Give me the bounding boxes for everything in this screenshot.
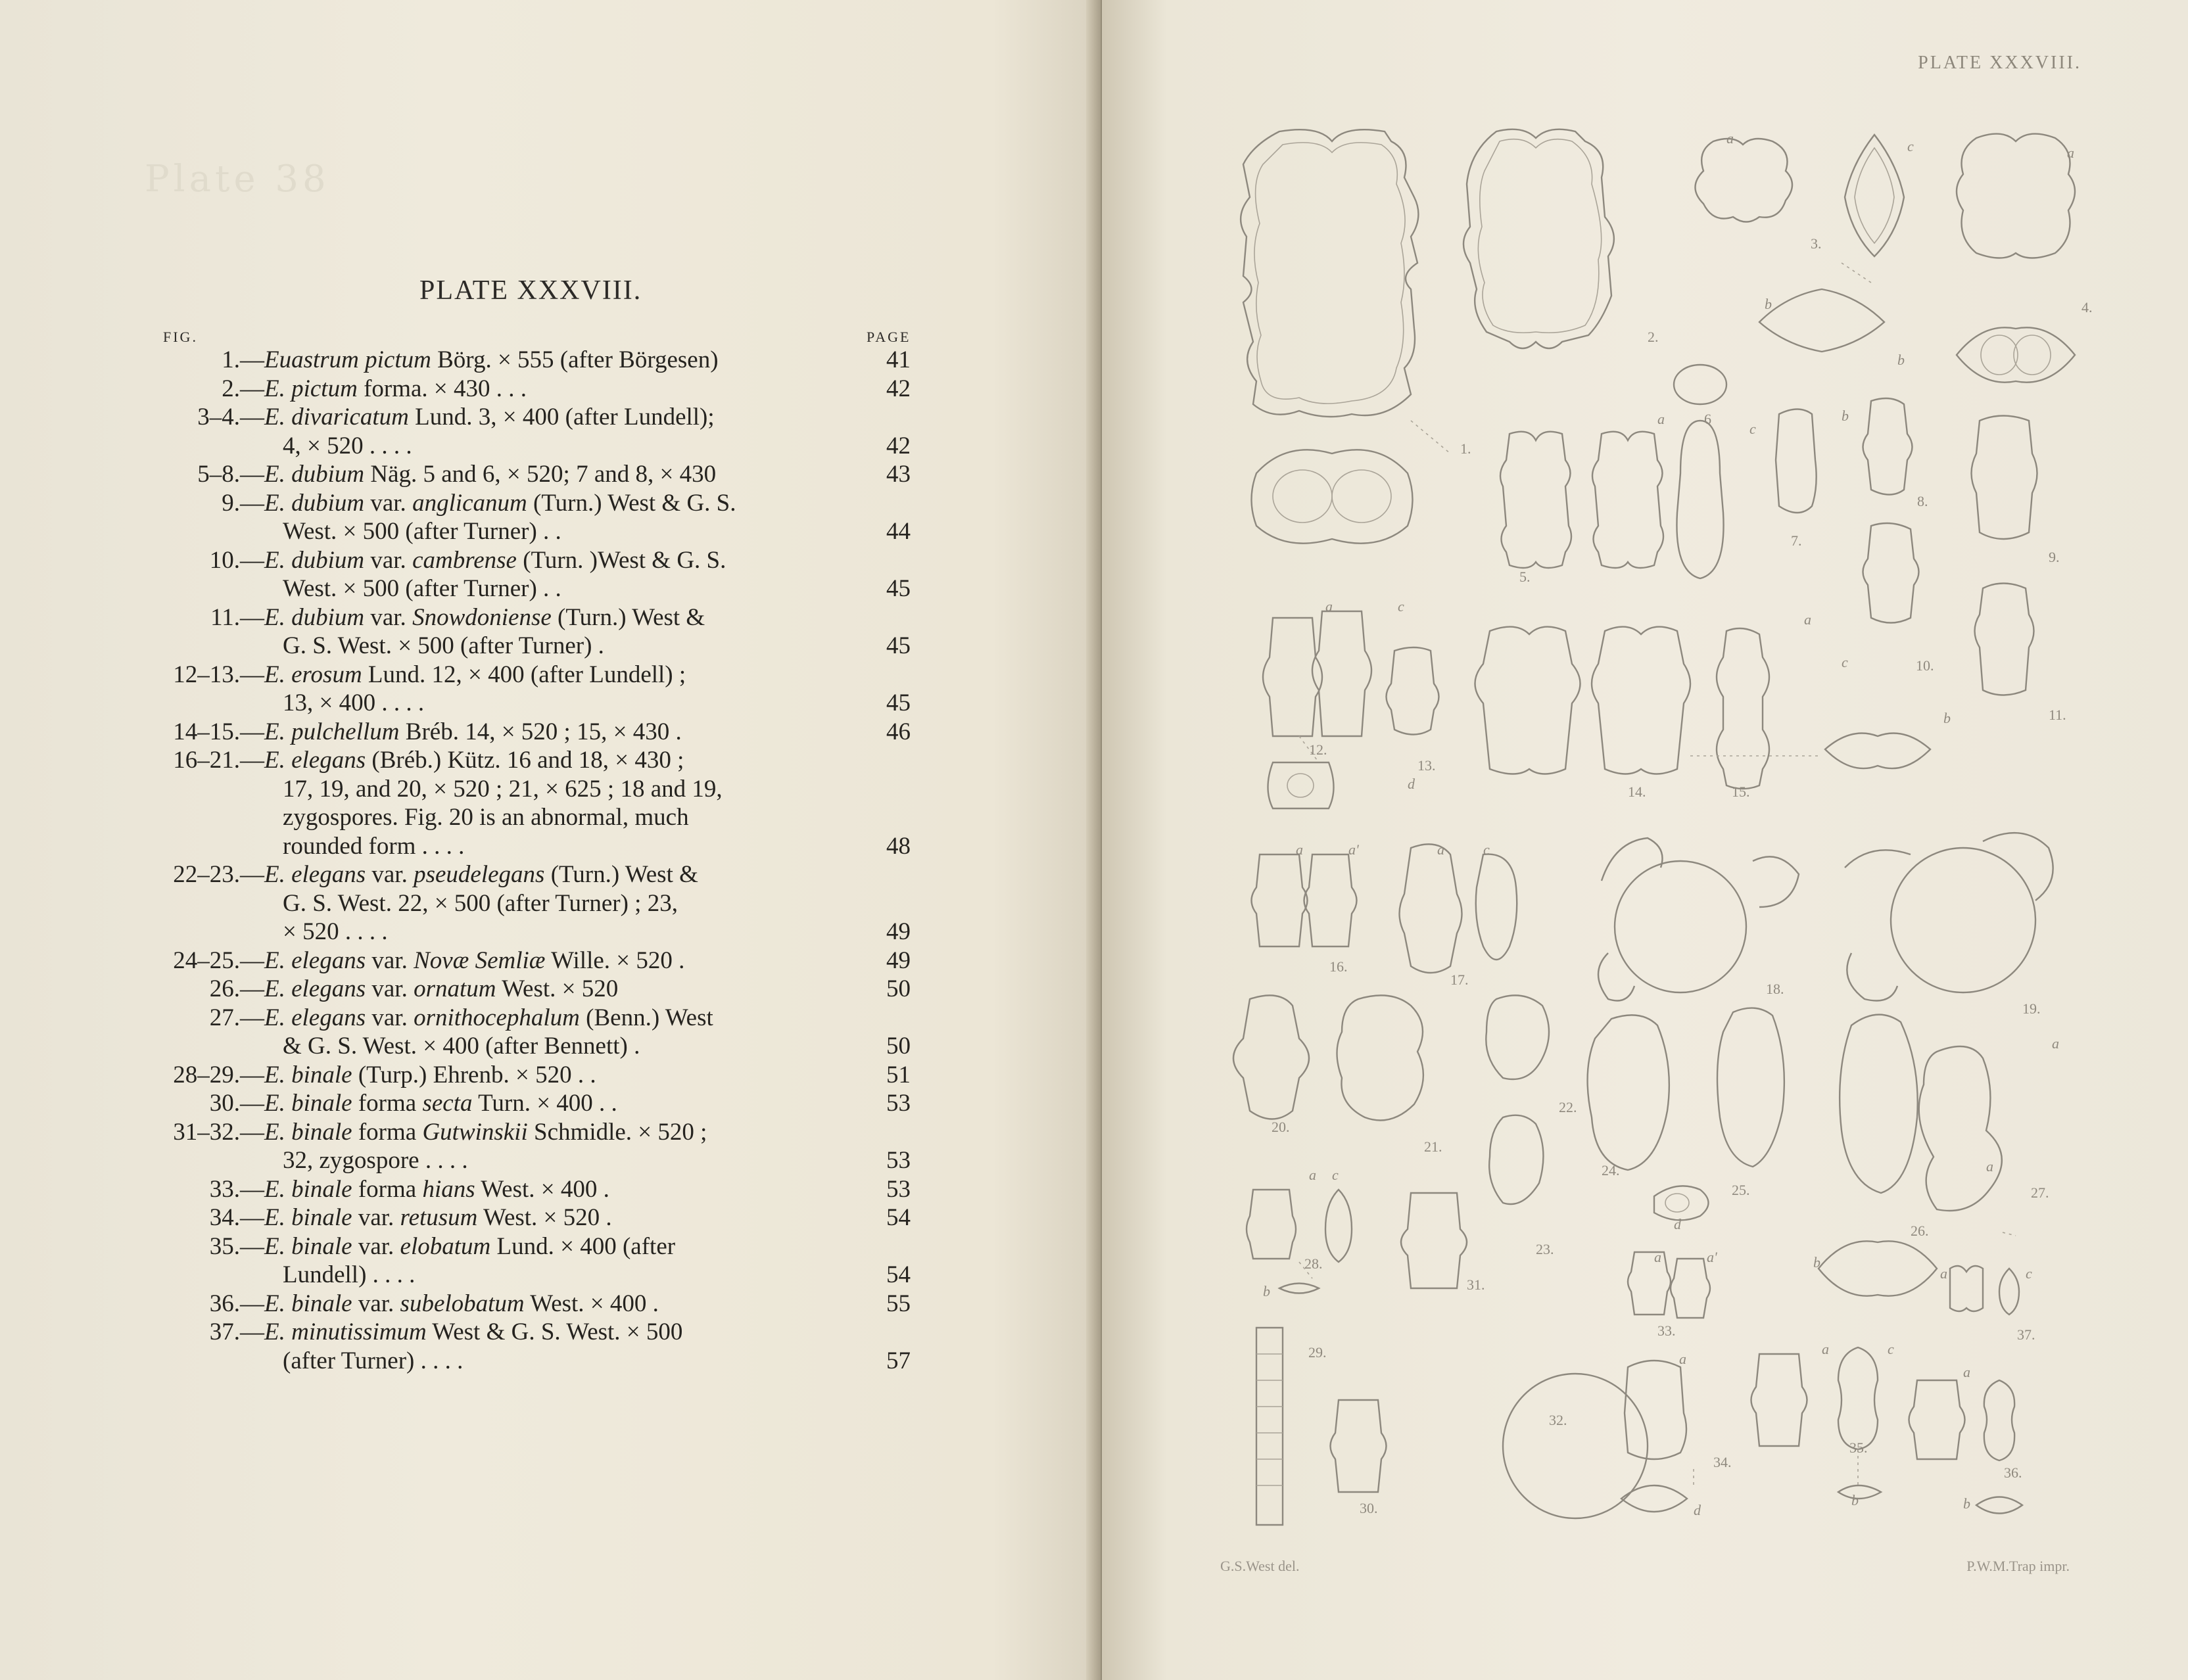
fig-17-illustration: [1400, 844, 1517, 973]
legend-text: E. binale forma secta Turn. × 400 . .: [264, 1090, 617, 1117]
legend-page-number: 54: [886, 1204, 911, 1231]
page-column-header: PAGE: [867, 329, 911, 345]
letter-d-34: d: [1694, 1502, 1701, 1518]
fig-37-illustration: [1950, 1266, 2019, 1315]
legend-line: [0, 1175, 1102, 1204]
fig-12-illustration: [1263, 611, 1371, 808]
fig-23-label: 23.: [1536, 1241, 1554, 1257]
fig-20-label: 20.: [1272, 1119, 1290, 1135]
letter-a-3: a: [1726, 130, 1734, 147]
legend-fig-number: 14–15.—: [173, 718, 264, 745]
letter-c-17: c: [1483, 841, 1490, 858]
legend-line: [0, 1232, 1102, 1261]
plate-illustrations: [1102, 0, 2188, 1680]
legend-line: [0, 1061, 1102, 1090]
fig-12-label: 12.: [1309, 741, 1327, 758]
legend-fig-number: 30.—: [209, 1090, 264, 1117]
legend-text: E. divaricatum Lund. 3, × 400 (after Lundell);: [264, 404, 715, 431]
letter-a-35: a: [1822, 1341, 1829, 1357]
letter-b-15: b: [1943, 710, 1951, 726]
fig-2-illustration: [1463, 129, 1614, 348]
legend-text: 32, zygospore . . . .: [283, 1147, 468, 1174]
letter-a-4: a: [2067, 145, 2074, 161]
legend-line: [0, 403, 1102, 432]
legend-line: [0, 1347, 1102, 1376]
letter-a-12: a: [1325, 598, 1333, 615]
legend-text: Lundell) . . . .: [283, 1261, 416, 1288]
legend-text: Euastrum pictum Börg. × 555 (after Börgesen): [264, 346, 719, 373]
fig-35-label: 35.: [1849, 1439, 1868, 1456]
fig-column-header: FIG.: [163, 329, 198, 345]
fig-28-label: 28.: [1304, 1255, 1323, 1272]
legend-fig-number: 28–29.—: [173, 1061, 264, 1088]
legend-page-number: 49: [886, 918, 911, 945]
fig-27-label: 27.: [2031, 1184, 2049, 1201]
letter-a-prime-16: a': [1348, 841, 1359, 858]
right-page: [1102, 0, 2188, 1680]
plate-running-head: PLATE XXXVIII.: [1918, 53, 2081, 73]
legend-line: [0, 803, 1102, 832]
fig-1-label: 1.: [1460, 440, 1471, 457]
fig-29-illustration: [1256, 1328, 1283, 1525]
legend-page-number: 41: [886, 346, 911, 373]
legend-line: [0, 1261, 1102, 1290]
fig-36-illustration: [1909, 1380, 2023, 1514]
letter-a-37: a: [1940, 1265, 1947, 1282]
artist-credit: G.S.West del.: [1220, 1558, 1300, 1574]
legend-page-number: 57: [886, 1347, 911, 1374]
legend-line: [0, 489, 1102, 518]
fig-3-illustration: [1696, 135, 1905, 352]
legend-text: E. binale (Turp.) Ehrenb. × 520 . .: [264, 1061, 596, 1088]
letter-c-6: c: [1749, 421, 1756, 437]
fig-4-label: 4.: [2081, 299, 2093, 315]
fig-9-label: 9.: [2049, 549, 2060, 565]
letter-a-25: a: [1986, 1158, 1993, 1175]
fig-31-illustration: [1401, 1193, 1467, 1288]
fig-8-illustration: [1863, 398, 1919, 623]
legend-page-number: 45: [886, 575, 911, 602]
legend-fig-number: 1.—: [222, 346, 264, 373]
legend-line: [0, 517, 1102, 546]
letter-a-33: a: [1654, 1249, 1661, 1265]
legend-text: 13, × 400 . . . .: [283, 689, 425, 716]
show-through-text: Plate 38: [145, 158, 330, 200]
letter-b-6: b: [1842, 408, 1849, 424]
legend-page-number: 45: [886, 689, 911, 716]
legend-line: [0, 632, 1102, 661]
legend-fig-number: 10.—: [209, 546, 264, 574]
legend-page-number: 50: [886, 1033, 911, 1060]
fig-23-illustration: [1489, 1115, 1543, 1204]
legend-text: West. × 500 (after Turner) . .: [283, 518, 561, 545]
fig-20-illustration: [1233, 995, 1309, 1119]
fig-17-label: 17.: [1450, 971, 1469, 988]
legend-text: E. pictum forma. × 430 . . .: [264, 375, 527, 402]
fig-30-label: 30.: [1360, 1500, 1378, 1516]
fig-15-illustration: [1717, 628, 1930, 789]
legend-fig-number: 26.—: [209, 975, 264, 1002]
legend-fig-number: 2.—: [222, 375, 264, 402]
letter-a-17: a: [1437, 841, 1444, 858]
legend-fig-number: 33.—: [209, 1175, 264, 1203]
legend-fig-number: 9.—: [222, 489, 264, 517]
legend-text: G. S. West. 22, × 500 (after Turner) ; 23,: [283, 889, 678, 917]
legend-text: E. binale var. subelobatum West. × 400 .: [264, 1290, 659, 1317]
letter-a-16: a: [1296, 841, 1303, 858]
letter-c-3: c: [1907, 138, 1914, 154]
letter-a-26: a: [2052, 1035, 2059, 1052]
legend-line: [0, 975, 1102, 1004]
legend-text: E. binale forma Gutwinskii Schmidle. × 520 ;: [264, 1118, 707, 1146]
legend-text: E. binale var. elobatum Lund. × 400 (after: [264, 1232, 676, 1260]
legend-text: (after Turner) . . . .: [283, 1347, 464, 1374]
legend-page-number: 50: [886, 975, 911, 1002]
legend-line: [0, 746, 1102, 775]
fig-11-label: 11.: [2049, 707, 2066, 723]
letter-a-15: a: [1804, 611, 1811, 628]
legend-fig-number: 35.—: [209, 1232, 264, 1260]
legend-line: [0, 832, 1102, 861]
legend-line: [0, 718, 1102, 747]
fig-19-label: 19.: [2022, 1000, 2041, 1017]
legend-fig-number: 11.—: [210, 603, 264, 631]
fig-21-illustration: [1337, 995, 1423, 1120]
legend-fig-number: 34.—: [209, 1204, 264, 1231]
legend-page-number: 53: [886, 1090, 911, 1117]
fig-34-label: 34.: [1713, 1454, 1732, 1470]
fig-1-illustration: [1241, 129, 1418, 544]
legend-text: 4, × 520 . . . .: [283, 432, 412, 459]
legend-text: E. elegans (Bréb.) Kütz. 16 and 18, × 430 ;: [264, 747, 684, 774]
letter-b-26: b: [1813, 1254, 1820, 1271]
legend-text: E. minutissimum West & G. S. West. × 500: [264, 1318, 683, 1345]
fig-27-illustration: [1919, 1046, 2002, 1211]
legend-line: [0, 603, 1102, 632]
letter-a-36: a: [1963, 1364, 1970, 1380]
fig-16-label: 16.: [1329, 958, 1348, 975]
fig-34-illustration: [1621, 1361, 1687, 1512]
fig-33-label: 33.: [1657, 1322, 1676, 1339]
legend-fig-number: 27.—: [209, 1004, 264, 1031]
legend-line: [0, 689, 1102, 718]
fig-24-illustration: [1588, 1015, 1709, 1220]
legend-line: [0, 889, 1102, 918]
legend-line: [0, 375, 1102, 404]
fig-9-illustration: [1972, 416, 2037, 695]
fig-13-illustration: [1387, 647, 1439, 735]
legend-fig-number: 31–32.—: [173, 1118, 264, 1146]
legend-line: [0, 1089, 1102, 1118]
letter-b-4: b: [1897, 352, 1905, 368]
legend-line: [0, 1290, 1102, 1318]
fig-6-label: 6: [1704, 411, 1711, 427]
legend-line: [0, 432, 1102, 461]
fig-19-illustration: [1845, 833, 2053, 1000]
legend-page-number: 44: [886, 518, 911, 545]
legend-fig-number: 37.—: [209, 1318, 264, 1345]
fig-2-label: 2.: [1648, 329, 1659, 345]
legend-line: [0, 775, 1102, 804]
fig-26-label: 26.: [1911, 1223, 1929, 1239]
legend-line: [0, 1318, 1102, 1347]
legend-text: E. elegans var. ornithocephalum (Benn.) West: [264, 1004, 713, 1031]
legend-line: [0, 1203, 1102, 1232]
legend-text: E. elegans var. pseudelegans (Turn.) West &: [264, 861, 698, 888]
fig-13-label: 13.: [1417, 757, 1436, 774]
legend-text: E. elegans var. ornatum West. × 520: [264, 975, 619, 1002]
fig-22-label: 22.: [1559, 1099, 1577, 1115]
legend-page-number: 53: [886, 1175, 911, 1203]
legend-line: [0, 574, 1102, 603]
letter-c-37: c: [2026, 1265, 2032, 1282]
letter-a-6: a: [1657, 411, 1665, 427]
letter-b-35: b: [1851, 1492, 1859, 1508]
legend-line: [0, 661, 1102, 689]
fig-36-label: 36.: [2004, 1464, 2022, 1481]
fig-37-label: 37.: [2017, 1326, 2035, 1343]
legend-line: [0, 860, 1102, 889]
legend-line: [0, 1146, 1102, 1175]
fig-18-label: 18.: [1766, 981, 1784, 997]
legend-fig-number: 3–4.—: [197, 404, 264, 431]
fig-29-label: 29.: [1308, 1344, 1327, 1361]
legend-fig-number: 16–21.—: [173, 747, 264, 774]
legend-text: E. dubium var. cambrense (Turn. )West & G. S.: [264, 546, 726, 574]
letter-c-35: c: [1888, 1341, 1894, 1357]
letter-d-24: d: [1674, 1216, 1681, 1232]
fig-4-illustration: [1957, 134, 2075, 383]
fig-22-illustration: [1486, 995, 1648, 1518]
legend-text: E. pulchellum Bréb. 14, × 520 ; 15, × 430 .: [264, 718, 682, 745]
legend-line: [0, 546, 1102, 575]
legend-page-number: 42: [886, 432, 911, 459]
fig-32-label: 32.: [1549, 1412, 1567, 1428]
legend-line: [0, 918, 1102, 946]
legend-text: zygospores. Fig. 20 is an abnormal, much: [283, 804, 689, 831]
legend-line: [0, 1032, 1102, 1061]
printer-credit: P.W.M.Trap impr.: [1966, 1558, 2070, 1574]
fig-28-illustration: [1247, 1190, 1352, 1294]
letter-b-28: b: [1263, 1283, 1270, 1299]
legend-page-number: 54: [886, 1261, 911, 1288]
legend-fig-number: 24–25.—: [173, 946, 264, 974]
fig-14-label: 14.: [1628, 783, 1646, 800]
fig-8-label: 8.: [1917, 493, 1928, 509]
letter-c-28: c: [1332, 1167, 1339, 1183]
legend-page-number: 51: [886, 1061, 911, 1088]
plate-title: PLATE XXXVIII.: [419, 275, 642, 306]
legend-text: & G. S. West. × 400 (after Bennett) .: [283, 1033, 640, 1060]
legend-text: 17, 19, and 20, × 520 ; 21, × 625 ; 18 and 19,: [283, 775, 723, 803]
legend-page-number: 46: [886, 718, 911, 745]
legend-text: G. S. West. × 500 (after Turner) .: [283, 632, 604, 659]
fig-15-label: 15.: [1732, 783, 1750, 800]
fig-25-illustration: [1717, 1008, 1784, 1167]
legend-page-number: 49: [886, 946, 911, 974]
fig-18-illustration: [1598, 838, 1799, 1001]
legend-page-number: 43: [886, 461, 911, 488]
fig-21-label: 21.: [1424, 1138, 1442, 1155]
fig-5-illustration: [1500, 432, 1663, 568]
legend-page-number: 45: [886, 632, 911, 659]
legend-line: [0, 1004, 1102, 1033]
fig-26-illustration: [1819, 1015, 1937, 1296]
letter-d-12: d: [1408, 776, 1415, 792]
legend-page-number: 53: [886, 1147, 911, 1174]
legend-line: [0, 460, 1102, 489]
legend-line: [0, 1118, 1102, 1147]
legend-text: E. binale var. retusum West. × 520 .: [264, 1204, 612, 1231]
legend-page-number: 55: [886, 1290, 911, 1317]
fig-24-label: 24.: [1602, 1162, 1620, 1178]
fig-33-illustration: [1628, 1252, 1710, 1318]
legend-text: E. binale forma hians West. × 400 .: [264, 1175, 609, 1203]
figure-legend-list: [0, 346, 1102, 1375]
legend-line: [0, 946, 1102, 975]
letter-c-12: c: [1398, 598, 1404, 615]
legend-fig-number: 36.—: [209, 1290, 264, 1317]
letter-a-34: a: [1679, 1351, 1686, 1367]
fig-35-illustration: [1751, 1347, 1882, 1499]
legend-text: E. dubium var. anglicanum (Turn.) West & G. S.: [264, 489, 736, 517]
fig-30-illustration: [1331, 1400, 1387, 1492]
legend-text: rounded form . . . .: [283, 832, 465, 860]
fig-7-label: 7.: [1791, 532, 1802, 549]
letter-b-3: b: [1765, 296, 1772, 312]
fig-3-label: 3.: [1811, 235, 1822, 252]
legend-page-number: 48: [886, 832, 911, 860]
legend-text: × 520 . . . .: [283, 918, 388, 945]
legend-text: West. × 500 (after Turner) . .: [283, 575, 561, 602]
legend-fig-number: 5–8.—: [197, 461, 264, 488]
fig-16-illustration: [1252, 854, 1357, 946]
fig-25-label: 25.: [1732, 1182, 1750, 1198]
letter-c-15: c: [1842, 654, 1848, 670]
letter-a-28: a: [1309, 1167, 1316, 1183]
letter-b-36: b: [1963, 1495, 1970, 1512]
legend-text: E. elegans var. Novæ Semliæ Wille. × 520 .: [264, 946, 685, 974]
fig-31-label: 31.: [1467, 1276, 1485, 1293]
fig-5-label: 5.: [1519, 569, 1531, 585]
legend-line: [0, 346, 1102, 375]
legend-text: E. erosum Lund. 12, × 400 (after Lundell) ;: [264, 661, 686, 688]
fig-14-illustration: [1475, 627, 1691, 774]
letter-a-prime-33: a': [1707, 1249, 1717, 1265]
fig-10-label: 10.: [1916, 657, 1934, 674]
legend-fig-number: 12–13.—: [173, 661, 264, 688]
legend-text: E. dubium Näg. 5 and 6, × 520; 7 and 8, × 430: [264, 461, 717, 488]
legend-text: E. dubium var. Snowdoniense (Turn.) West &: [264, 603, 705, 631]
legend-fig-number: 22–23.—: [173, 861, 264, 888]
legend-page-number: 42: [886, 375, 911, 402]
